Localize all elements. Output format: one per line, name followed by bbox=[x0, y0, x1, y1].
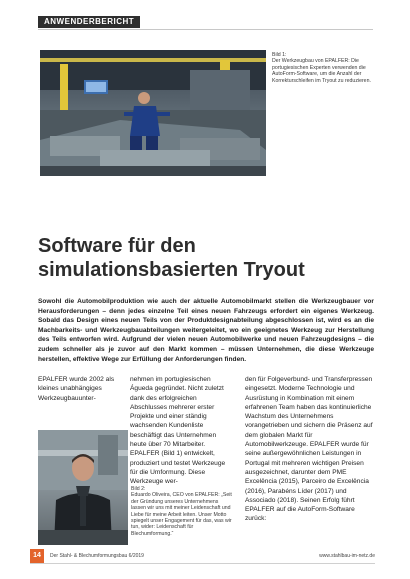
section-rule bbox=[38, 29, 373, 30]
text-column-2 bbox=[130, 375, 234, 487]
article-title-line2: simulationsbasierten Tryout bbox=[38, 259, 305, 281]
figure2-label: Bild 2: bbox=[131, 486, 146, 492]
article-title-line1: Software für den bbox=[38, 235, 196, 257]
ceo-portrait-illustration bbox=[38, 430, 128, 545]
column3-text: den für Folgeverbund- und Transferpressen eingesetzt. Moderne Technologie und Ausrüstung in Kombination mit einem erfahrenen Team haben das kontinuierliche Wachstum des Unternehmens vorangetrieben und sichern die Präsenz auf dem globalen Markt für Automobilwerkzeuge. EPALFER wurde für seine außergewöhnlichen Leistungen in Portugal mit mehreren wichtigen Preisen ausgezeichnet, darunter dem PME Excelência (2015), Parceiro de Excelência (2016), Parabéns Líder (2017) und Associado (2018). Seinen Erfolg führt EPALFER auf die AutoForm-Software zurück: bbox=[245, 376, 373, 523]
website-link[interactable]: www.stahlbau-im-netz.de bbox=[319, 553, 375, 559]
figure2-text: Eduardo Oliveira, CEO von EPALFER: „Seit der Gründung unseres Unternehmens lassen wir uns mit meiner Leidenschaft und Liebe für meine Arbeit leiten. Unser Motto spiegelt unser Engagement für das, was wir tun, wider: Leidenschaft für Blechumformung.“ bbox=[131, 492, 232, 537]
figure1-text: Der Werkzeugbau von EPALFER: Die portugiesischen Experten verwenden die AutoForm-Software, um die Anzahl der Korrekturschleifen im Tryout zu reduzieren. bbox=[272, 58, 371, 84]
article-lead: Sowohl die Automobilproduktion wie auch der aktuelle Automobilmarkt stellen die Werkzeugbauer vor Herausforderungen – denn jedes einzelne Teil eines neuen Fahrzeugs erfordert ein eigenes Werkzeug. Sobald das Design eines neuen Teils von der Produktdesignabteilung abgeschlossen ist, wird es an die Machbarkeits- und Werkzeugbauabteilungen weitergeleitet, wo ein geeignetes Werkzeug zur Herstellung des Teils entworfen wird. Aufgrund der vielen neuen Automobilwerke und neuen Fahrzeugdesigns – die zudem schneller als je zuvor auf den Markt kommen – müssen Unternehmen, die diese Werkzeuge herstellen, effektive Wege zur Erfüllung der Anforderungen finden. bbox=[38, 298, 374, 363]
section-tag: ANWENDERBERICHT bbox=[38, 16, 140, 28]
workshop-photo bbox=[40, 50, 266, 176]
column2-text: nehmen im portugiesischen Águeda gegründet. Nicht zuletzt dank des erfolgreichen Abschlusses mehrerer erster Projekte und einer ständig wachsenden Kundenliste beschäftigt das Unternehmen heute über 70 Mitarbeiter. EPALFER (Bild 1) entwickelt, produziert und testet Werkzeuge für die Umformung. Diese Werkzeuge wer- bbox=[130, 376, 226, 486]
text-column-1 bbox=[38, 375, 128, 403]
ceo-portrait-photo bbox=[38, 430, 128, 545]
text-column-3 bbox=[245, 375, 375, 524]
footer-rule bbox=[30, 563, 375, 564]
column1-text: EPALFER wurde 2002 als kleines unabhängiges Werkzeugbauunter- bbox=[38, 376, 115, 402]
figure1-caption bbox=[272, 52, 374, 84]
figure1-label: Bild 1: bbox=[272, 52, 287, 58]
figure2-caption bbox=[131, 486, 234, 537]
page-number: 14 bbox=[30, 549, 44, 563]
publication-name: Der Stahl- & Blechumformungsbau 6/2019 bbox=[50, 553, 144, 559]
workshop-illustration bbox=[40, 50, 266, 176]
article-title bbox=[38, 234, 358, 282]
